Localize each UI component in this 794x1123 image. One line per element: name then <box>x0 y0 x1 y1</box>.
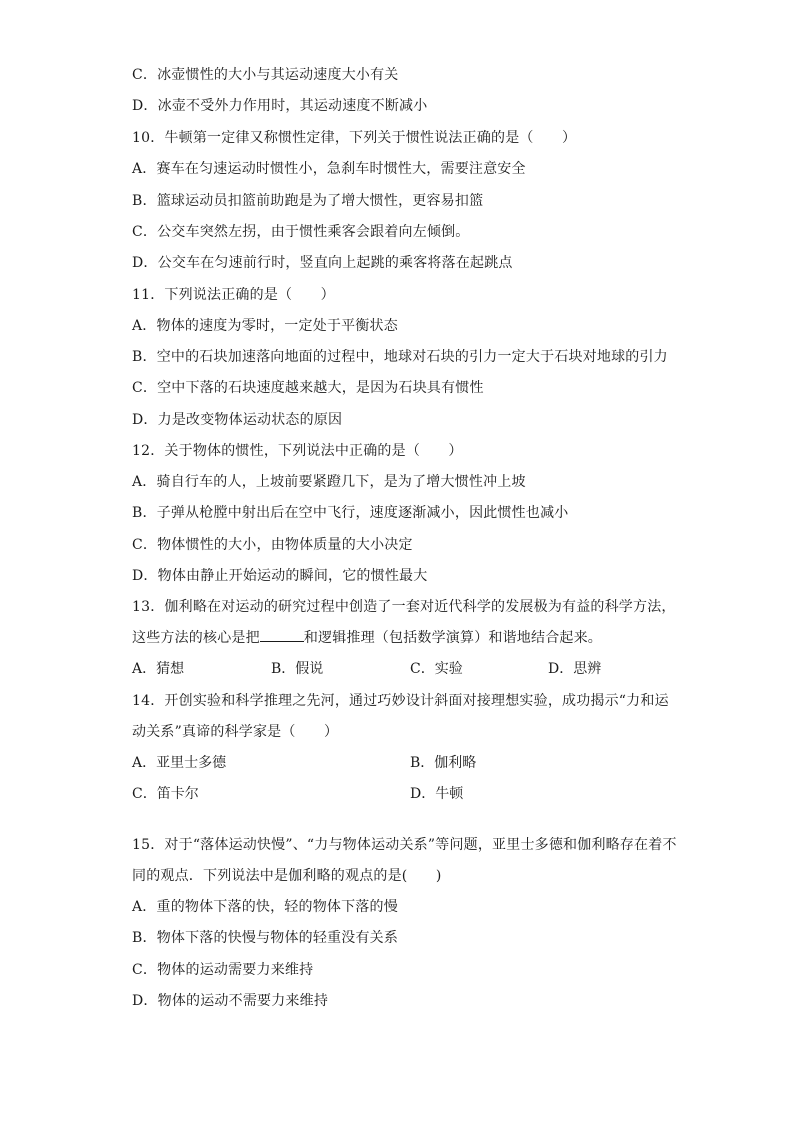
q13-stem-line2 <box>132 629 602 647</box>
q13-stem-line1: 13．伽利略在对运动的研究过程中创造了一套对近代科学的发展极为有益的科学方法， <box>132 599 676 615</box>
q15-option-a: A．重的物体下落的快，轻的物体下落的慢 <box>132 899 398 915</box>
q10-stem: 10．牛顿第一定律又称惯性定律，下列关于惯性说法正确的是（ ） <box>132 130 577 146</box>
q15-stem-line2: 同的观点．下列说法中是伽利略的观点的是( ) <box>132 868 442 884</box>
q14-option-d: D．牛顿 <box>410 786 464 802</box>
q12-option-a: A．骑自行车的人，上坡前要紧蹬几下，是为了增大惯性冲上坡 <box>132 474 526 490</box>
q11-option-c: C．空中下落的石块速度越来越大，是因为石块具有惯性 <box>132 380 484 396</box>
q13-option-a: A．猜想 <box>132 661 185 677</box>
q13-stem-after-blank: 和逻辑推理（包括数学演算）和谐地结合起来。 <box>303 630 603 646</box>
q14-stem-line1: 14．开创实验和科学推理之先河，通过巧妙设计斜面对接理想实验，成功揭示“力和运 <box>132 693 669 709</box>
q14-option-b: B．伽利略 <box>410 755 477 771</box>
q13-option-d: D．思辨 <box>548 661 602 677</box>
q15-option-d: D．物体的运动不需要力来维持 <box>132 993 329 1009</box>
q13-option-b: B．假说 <box>271 661 324 677</box>
q14-stem-line2: 动关系”真谛的科学家是（ ） <box>132 724 339 740</box>
q9-option-d: D．冰壶不受外力作用时，其运动速度不断减小 <box>132 98 428 114</box>
q13-option-c: C．实验 <box>410 661 463 677</box>
q13-stem-before-blank: 这些方法的核心是把 <box>132 630 260 646</box>
q12-stem: 12．关于物体的惯性，下列说法中正确的是（ ） <box>132 443 463 459</box>
q12-option-b: B．子弹从枪膛中射出后在空中飞行，速度逐渐减小，因此惯性也减小 <box>132 505 569 521</box>
q15-option-c: C．物体的运动需要力来维持 <box>132 962 314 978</box>
q10-option-a: A．赛车在匀速运动时惯性小，急刹车时惯性大，需要注意安全 <box>132 161 526 177</box>
q14-option-a: A．亚里士多德 <box>132 755 227 771</box>
q12-option-d: D．物体由静止开始运动的瞬间，它的惯性最大 <box>132 568 428 584</box>
q11-option-a: A．物体的速度为零时，一定处于平衡状态 <box>132 318 398 334</box>
q10-option-b: B．篮球运动员扣篮前助跑是为了增大惯性，更容易扣篮 <box>132 193 484 209</box>
q11-option-b: B．空中的石块加速落向地面的过程中，地球对石块的引力一定大于石块对地球的引力 <box>132 349 668 365</box>
q14-option-c: C．笛卡尔 <box>132 786 199 802</box>
q11-option-d: D．力是改变物体运动状态的原因 <box>132 412 343 428</box>
q10-option-d: D．公交车在匀速前行时，竖直向上起跳的乘客将落在起跳点 <box>132 255 513 271</box>
q11-stem: 11．下列说法正确的是（ ） <box>132 287 335 303</box>
q15-stem-line1: 15．对于“落体运动快慢”、“力与物体运动关系”等问题，亚里士多德和伽利略存在着不 <box>132 837 677 853</box>
q15-option-b: B．物体下落的快慢与物体的轻重没有关系 <box>132 930 399 946</box>
q9-option-c: C．冰壶惯性的大小与其运动速度大小有关 <box>132 67 399 83</box>
q12-option-c: C．物体惯性的大小，由物体质量的大小决定 <box>132 537 413 553</box>
answer-blank <box>260 629 304 642</box>
q10-option-c: C．公交车突然左拐，由于惯性乘客会跟着向左倾倒。 <box>132 224 470 240</box>
